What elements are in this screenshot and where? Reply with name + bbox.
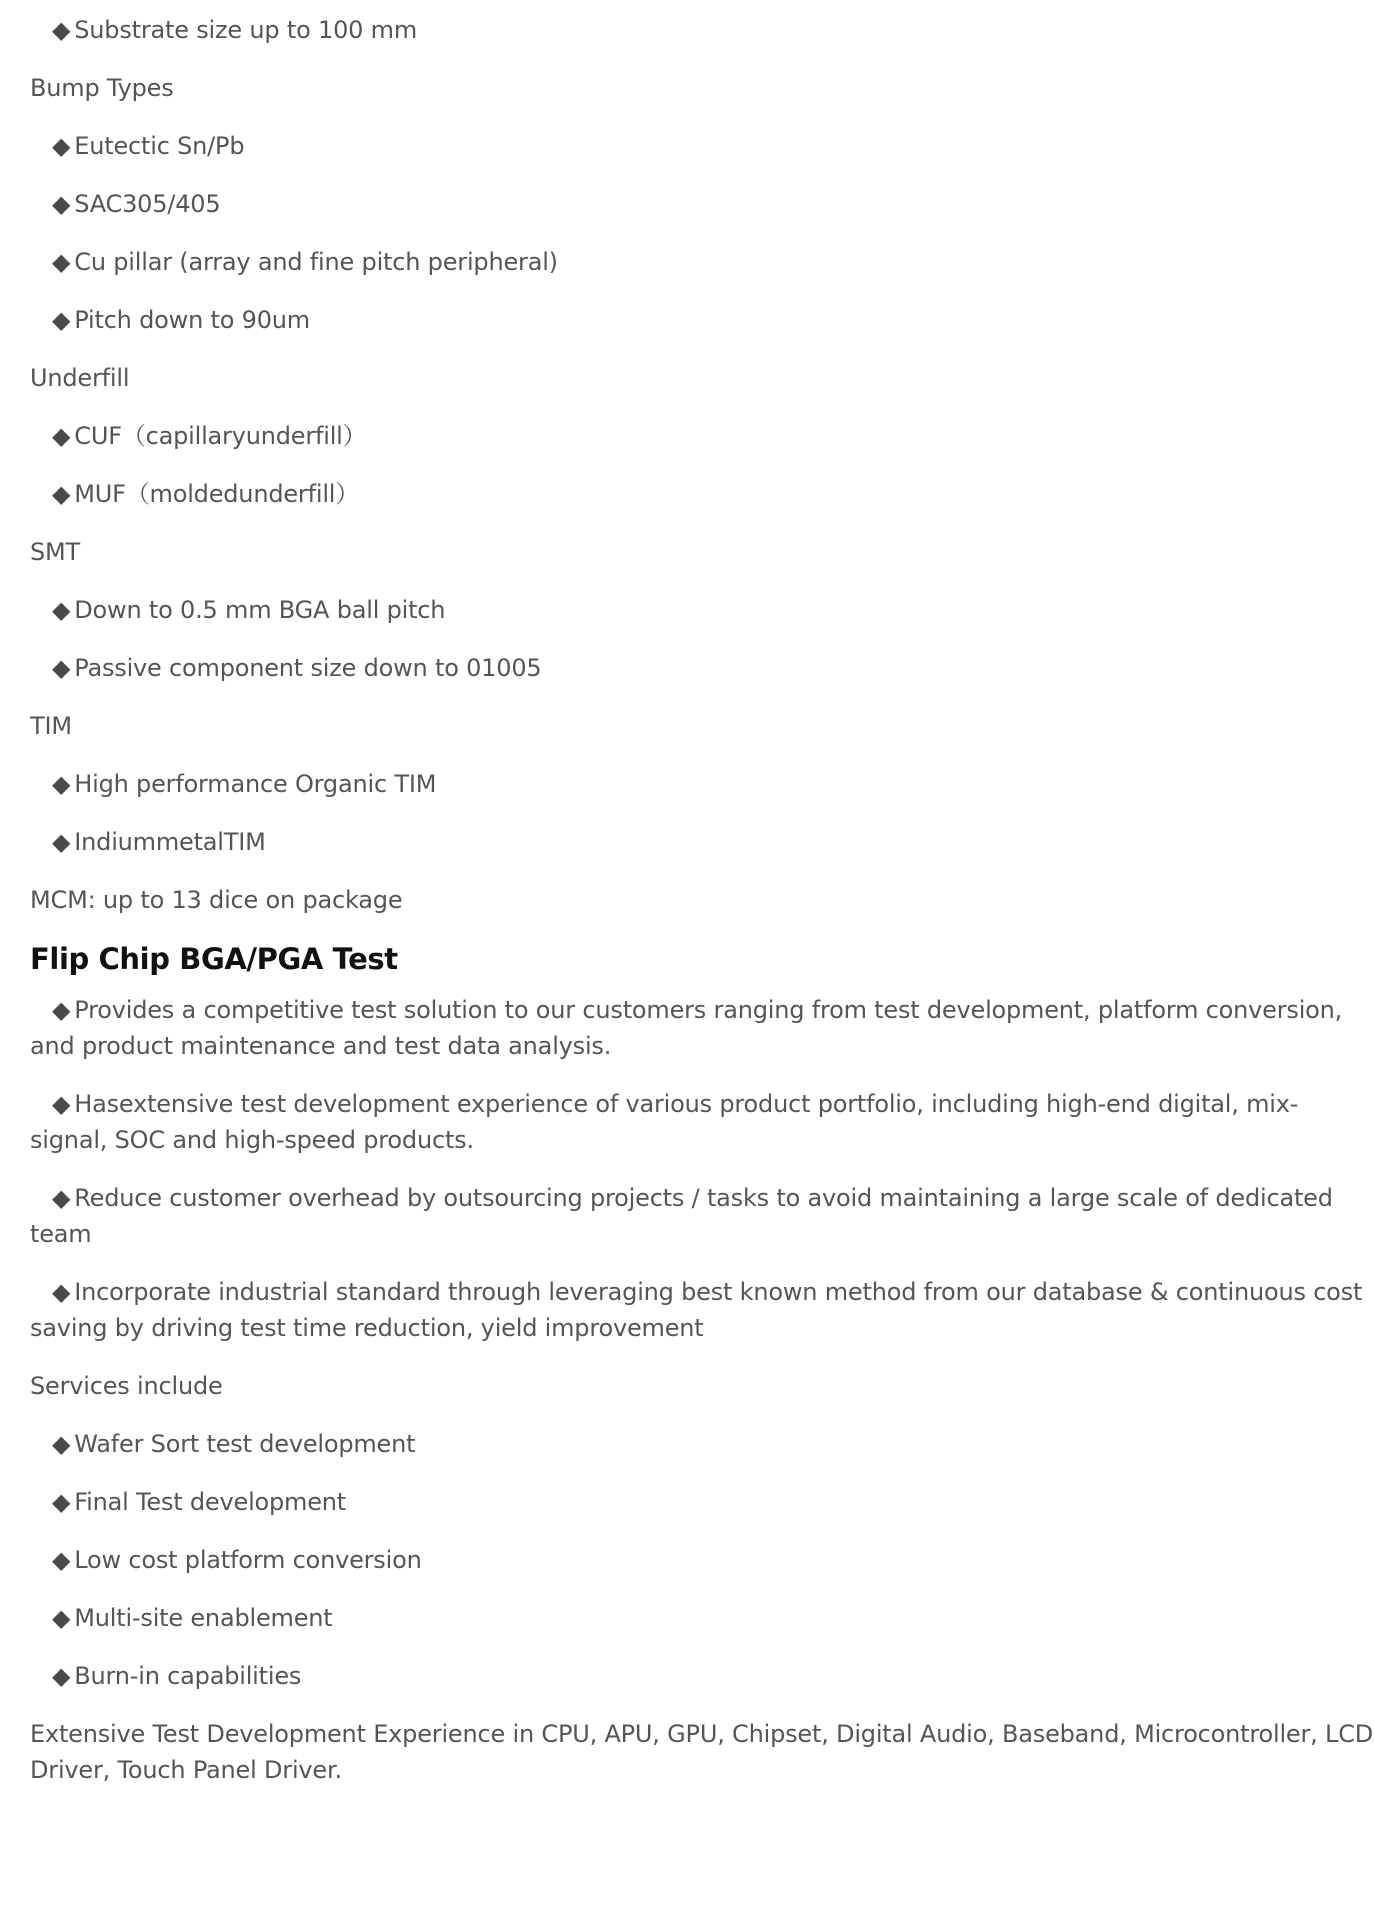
list-item-text: Down to 0.5 mm BGA ball pitch bbox=[74, 596, 446, 624]
list-item-text: Multi-site enablement bbox=[74, 1604, 333, 1632]
list-item-text: SAC305/405 bbox=[74, 190, 221, 218]
paragraph bbox=[30, 992, 1374, 1064]
list-item-text: Passive component size down to 01005 bbox=[74, 654, 542, 682]
list-item-text: CUF（capillaryunderfill） bbox=[74, 422, 367, 450]
list-item-text: MUF（moldedunderfill） bbox=[74, 480, 360, 508]
diamond-bullet-icon: ◆ bbox=[52, 1662, 71, 1690]
diamond-bullet-icon: ◆ bbox=[52, 1090, 71, 1118]
list-item bbox=[30, 650, 1374, 686]
tim-heading: TIM bbox=[30, 712, 72, 740]
paragraph bbox=[30, 1274, 1374, 1346]
diamond-bullet-icon: ◆ bbox=[52, 996, 71, 1024]
diamond-bullet-icon: ◆ bbox=[52, 132, 71, 160]
bump-types-heading: Bump Types bbox=[30, 74, 174, 102]
list-item-text: Cu pillar (array and fine pitch peripheral) bbox=[74, 248, 558, 276]
smt-heading: SMT bbox=[30, 538, 81, 566]
diamond-bullet-icon: ◆ bbox=[52, 16, 71, 44]
list-item-text: Wafer Sort test development bbox=[74, 1430, 416, 1458]
paragraph bbox=[30, 1086, 1374, 1158]
diamond-bullet-icon: ◆ bbox=[52, 1488, 71, 1516]
list-item bbox=[30, 766, 1374, 802]
list-item bbox=[30, 592, 1374, 628]
paragraph-text: Hasextensive test development experience of various product portfolio, including high-end digital, mix-signal, SOC and high-speed products. bbox=[30, 1090, 1299, 1154]
list-item bbox=[30, 1600, 1374, 1636]
list-item bbox=[30, 1484, 1374, 1520]
diamond-bullet-icon: ◆ bbox=[52, 654, 71, 682]
diamond-bullet-icon: ◆ bbox=[52, 596, 71, 624]
paragraph-text: Provides a competitive test solution to our customers ranging from test development, platform conversion, and product maintenance and test data analysis. bbox=[30, 996, 1343, 1060]
list-item-text: Substrate size up to 100 mm bbox=[74, 16, 417, 44]
list-item-text: IndiummetalTIM bbox=[74, 828, 266, 856]
services-heading: Services include bbox=[30, 1372, 223, 1400]
diamond-bullet-icon: ◆ bbox=[52, 1546, 71, 1574]
list-item-text: Final Test development bbox=[74, 1488, 347, 1516]
diamond-bullet-icon: ◆ bbox=[52, 190, 71, 218]
list-item-text: Burn-in capabilities bbox=[74, 1662, 302, 1690]
diamond-bullet-icon: ◆ bbox=[52, 422, 71, 450]
list-item-text: High performance Organic TIM bbox=[74, 770, 437, 798]
diamond-bullet-icon: ◆ bbox=[52, 770, 71, 798]
diamond-bullet-icon: ◆ bbox=[52, 248, 71, 276]
section-title: Flip Chip BGA/PGA Test bbox=[30, 942, 398, 976]
list-item bbox=[30, 1658, 1374, 1694]
list-item bbox=[30, 186, 1374, 222]
diamond-bullet-icon: ◆ bbox=[52, 1278, 71, 1306]
list-item bbox=[30, 302, 1374, 338]
paragraph-text: Incorporate industrial standard through leveraging best known method from our database & continuous cost saving by driving test time reduction, yield improvement bbox=[30, 1278, 1363, 1342]
diamond-bullet-icon: ◆ bbox=[52, 1184, 71, 1212]
mcm-line: MCM: up to 13 dice on package bbox=[30, 886, 403, 914]
list-item-text: Low cost platform conversion bbox=[74, 1546, 422, 1574]
list-item bbox=[30, 418, 1374, 454]
diamond-bullet-icon: ◆ bbox=[52, 1604, 71, 1632]
diamond-bullet-icon: ◆ bbox=[52, 480, 71, 508]
closing-paragraph: Extensive Test Development Experience in CPU, APU, GPU, Chipset, Digital Audio, Baseband, Microcontroller, LCD Driver, Touch Panel Driver. bbox=[30, 1720, 1374, 1784]
list-item bbox=[30, 1426, 1374, 1462]
list-item bbox=[30, 476, 1374, 512]
list-item bbox=[30, 128, 1374, 164]
diamond-bullet-icon: ◆ bbox=[52, 306, 71, 334]
list-item bbox=[30, 824, 1374, 860]
diamond-bullet-icon: ◆ bbox=[52, 1430, 71, 1458]
list-item bbox=[30, 1542, 1374, 1578]
list-item-substrate bbox=[30, 12, 1374, 48]
list-item-text: Pitch down to 90um bbox=[74, 306, 310, 334]
underfill-heading: Underfill bbox=[30, 364, 130, 392]
diamond-bullet-icon: ◆ bbox=[52, 828, 71, 856]
paragraph bbox=[30, 1180, 1374, 1252]
list-item bbox=[30, 244, 1374, 280]
paragraph-text: Reduce customer overhead by outsourcing projects / tasks to avoid maintaining a large scale of dedicated team bbox=[30, 1184, 1333, 1248]
list-item-text: Eutectic Sn/Pb bbox=[74, 132, 245, 160]
